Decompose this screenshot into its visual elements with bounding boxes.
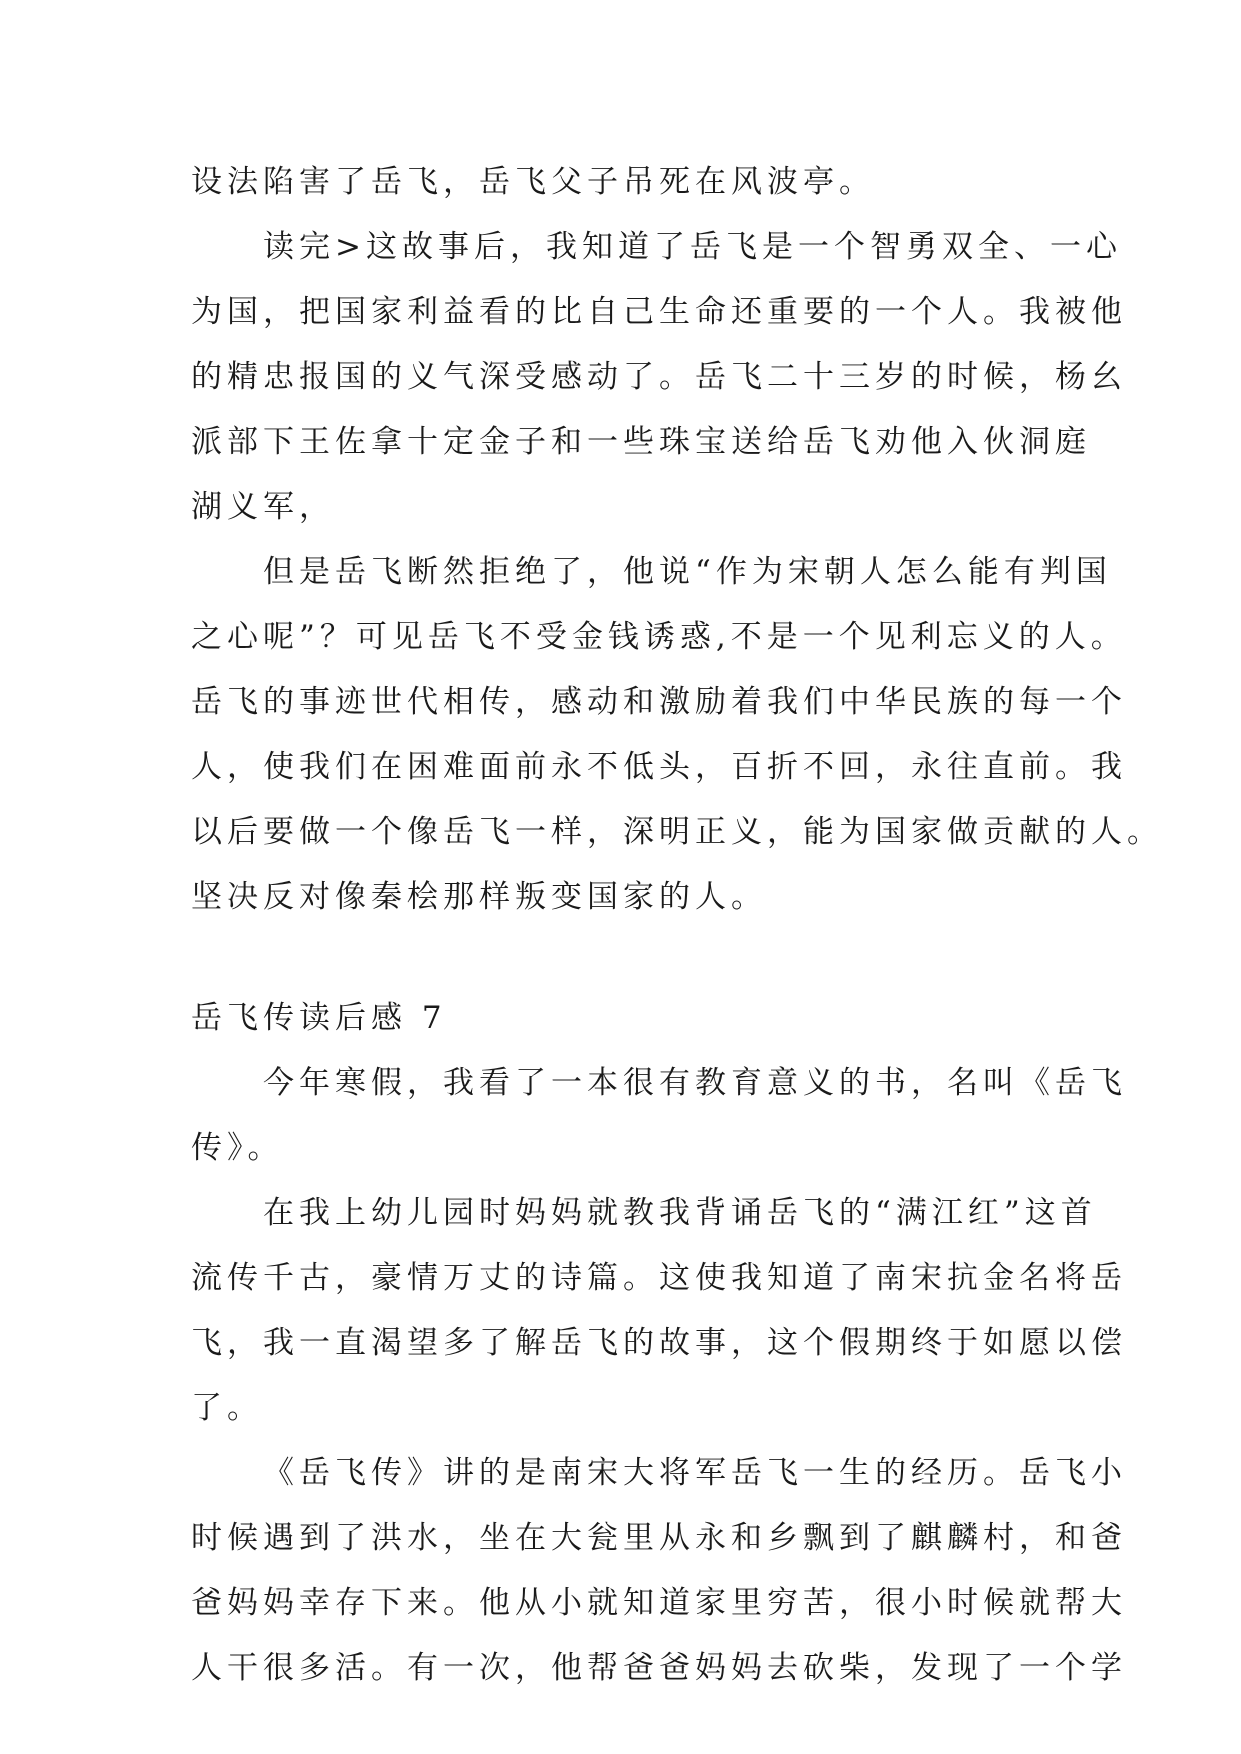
paragraph — [191, 540, 1163, 930]
text-line: 时候遇到了洪水，坐在大瓮里从永和乡飘到了麒麟村，和爸 — [191, 1520, 1127, 1556]
text-line: 了。 — [191, 1390, 263, 1426]
text-line: 坚决反对像秦桧那样叛变国家的人。 — [191, 879, 767, 915]
text-line: 人干很多活。有一次，他帮爸爸妈妈去砍柴，发现了一个学 — [191, 1650, 1127, 1686]
text-line: 读完>这故事后，我知道了岳飞是一个智勇双全、一心 — [263, 229, 1122, 265]
text-line: 流传千古，豪情万丈的诗篇。这使我知道了南宋抗金名将岳 — [191, 1260, 1127, 1296]
text-line: 飞，我一直渴望多了解岳飞的故事，这个假期终于如愿以偿 — [191, 1325, 1127, 1361]
text-line: 之心呢”？可见岳飞不受金钱诱惑,不是一个见利忘义的人。 — [191, 619, 1127, 655]
paragraph — [191, 1441, 1127, 1701]
text-line: 湖义军， — [191, 489, 335, 525]
paragraph — [191, 1051, 1127, 1181]
text-line: 岳飞的事迹世代相传，感动和激励着我们中华民族的每一个 — [191, 684, 1127, 720]
text-line: 以后要做一个像岳飞一样，深明正义，能为国家做贡献的人。 — [191, 814, 1163, 850]
text-line: 为国，把国家利益看的比自己生命还重要的一个人。我被他 — [191, 294, 1127, 330]
section-gap — [191, 930, 1053, 986]
text-line: 人，使我们在困难面前永不低头，百折不回，永往直前。我 — [191, 749, 1127, 785]
text-line: 派部下王佐拿十定金子和一些珠宝送给岳飞劝他入伙洞庭 — [191, 424, 1091, 460]
section-title: 岳飞传读后感 7 — [191, 1000, 447, 1036]
text-line: 的精忠报国的义气深受感动了。岳飞二十三岁的时候，杨幺 — [191, 359, 1127, 395]
paragraph — [191, 215, 1127, 540]
text-line: 传》。 — [191, 1130, 284, 1166]
text-line: 但是岳飞断然拒绝了，他说“作为宋朝人怎么能有判国 — [263, 554, 1112, 590]
text-line: 在我上幼儿园时妈妈就教我背诵岳飞的“满江红”这首 — [263, 1195, 1097, 1231]
text-line: 今年寒假，我看了一本很有教育意义的书，名叫《岳飞 — [263, 1065, 1127, 1101]
text-line: 爸妈妈幸存下来。他从小就知道家里穷苦，很小时候就帮大 — [191, 1585, 1127, 1621]
text-line: 《岳飞传》讲的是南宋大将军岳飞一生的经历。岳飞小 — [263, 1455, 1127, 1491]
paragraph — [191, 1181, 1127, 1441]
document-body — [191, 150, 1163, 1701]
text-line: 设法陷害了岳飞，岳飞父子吊死在风波亭。 — [191, 164, 875, 200]
